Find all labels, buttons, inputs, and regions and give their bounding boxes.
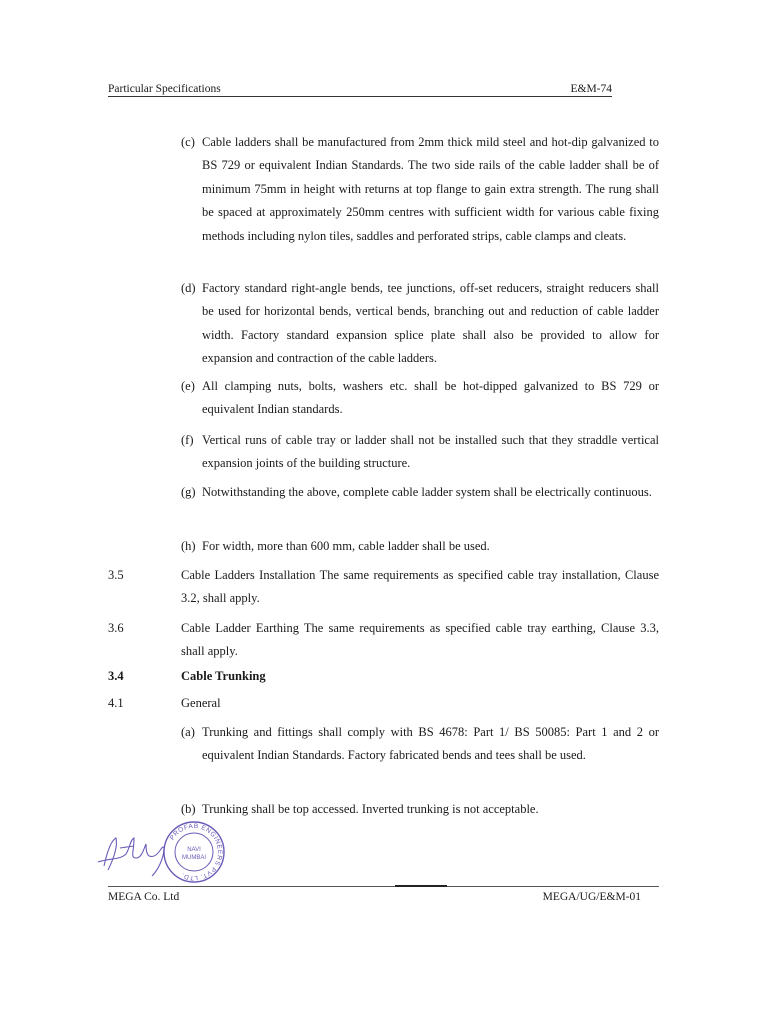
item-text: Factory standard right-angle bends, tee junctions, off-set reducers, straight reducers shall be used for horizontal bends, vertical bends, branching out and reduction of cable ladder width. Factory standard expansion splice plate shall also be provided to allow for expansion and contraction of the cable ladders.	[202, 281, 659, 366]
list-item-c	[181, 131, 659, 248]
item-label: (b)	[181, 802, 196, 816]
clause-text: Cable Ladder Earthing The same requirements as specified cable tray earthing, Clause 3.3, shall apply.	[181, 621, 659, 659]
svg-text:MUMBAI: MUMBAI	[182, 855, 206, 861]
header-page-ref: E&M-74	[570, 83, 612, 95]
item-text: Notwithstanding the above, complete cable ladder system shall be electrically continuous.	[202, 485, 652, 499]
signature-stamp	[90, 818, 240, 888]
list-item-b	[181, 798, 659, 821]
list-item-d	[181, 277, 659, 371]
clause-text: Cable Ladders Installation The same requirements as specified cable tray installation, Clause 3.2, shall apply.	[181, 568, 659, 606]
item-label: (c)	[181, 135, 195, 149]
handwritten-signature	[98, 838, 164, 876]
item-label: (f)	[181, 433, 194, 447]
item-text: Trunking shall be top accessed. Inverted trunking is not acceptable.	[202, 802, 539, 816]
item-text: Trunking and fittings shall comply with BS 4678: Part 1/ BS 50085: Part 1 and 2 or equivalent Indian Standards. Factory fabricated bends and tees shall be used.	[202, 725, 659, 763]
footer-rule-accent	[395, 885, 447, 887]
header-rule	[108, 96, 612, 97]
company-stamp	[164, 822, 224, 882]
page-header	[108, 83, 612, 97]
subsection-heading: General	[181, 696, 221, 710]
footer-company: MEGA Co. Ltd	[108, 891, 180, 903]
list-item-e	[181, 375, 659, 422]
svg-text:NAVI: NAVI	[187, 847, 201, 853]
list-item-h	[181, 535, 659, 558]
item-text: Cable ladders shall be manufactured from 2mm thick mild steel and hot-dip galvanized to BS 729 or equivalent Indian Standards. The two side rails of the cable ladder shall be of minimum 75mm in height with returns at top flange to gain extra strength. The rung shall be spaced at approximately 250mm centres with sufficient width for various cable fixing methods including nylon tiles, saddles and perforated strips, cable clamps and cleats.	[202, 135, 659, 243]
item-label: (g)	[181, 485, 196, 499]
section-heading: Cable Trunking	[181, 669, 266, 683]
item-label: (h)	[181, 539, 196, 553]
footer-doc-ref: MEGA/UG/E&M-01	[542, 891, 641, 903]
header-title: Particular Specifications	[108, 83, 221, 95]
svg-text:PROFAB ENGINEERS PVT. LTD.: PROFAB ENGINEERS PVT. LTD.	[168, 822, 224, 882]
clause-number: 3.6	[108, 621, 124, 635]
list-item-g	[181, 481, 659, 504]
section-number: 3.4	[108, 669, 124, 683]
item-text: Vertical runs of cable tray or ladder shall not be installed such that they straddle vertical expansion joints of the building structure.	[202, 433, 659, 471]
page-footer	[108, 891, 641, 905]
clause-number: 3.5	[108, 568, 124, 582]
footer-rule	[108, 886, 659, 887]
item-text: All clamping nuts, bolts, washers etc. shall be hot-dipped galvanized to BS 729 or equivalent Indian standards.	[202, 379, 659, 417]
clause-number: 4.1	[108, 696, 124, 710]
item-label: (d)	[181, 281, 196, 295]
list-item-f	[181, 429, 659, 476]
item-text: For width, more than 600 mm, cable ladder shall be used.	[202, 539, 490, 553]
item-label: (a)	[181, 725, 195, 739]
item-label: (e)	[181, 379, 195, 393]
list-item-a	[181, 721, 659, 768]
